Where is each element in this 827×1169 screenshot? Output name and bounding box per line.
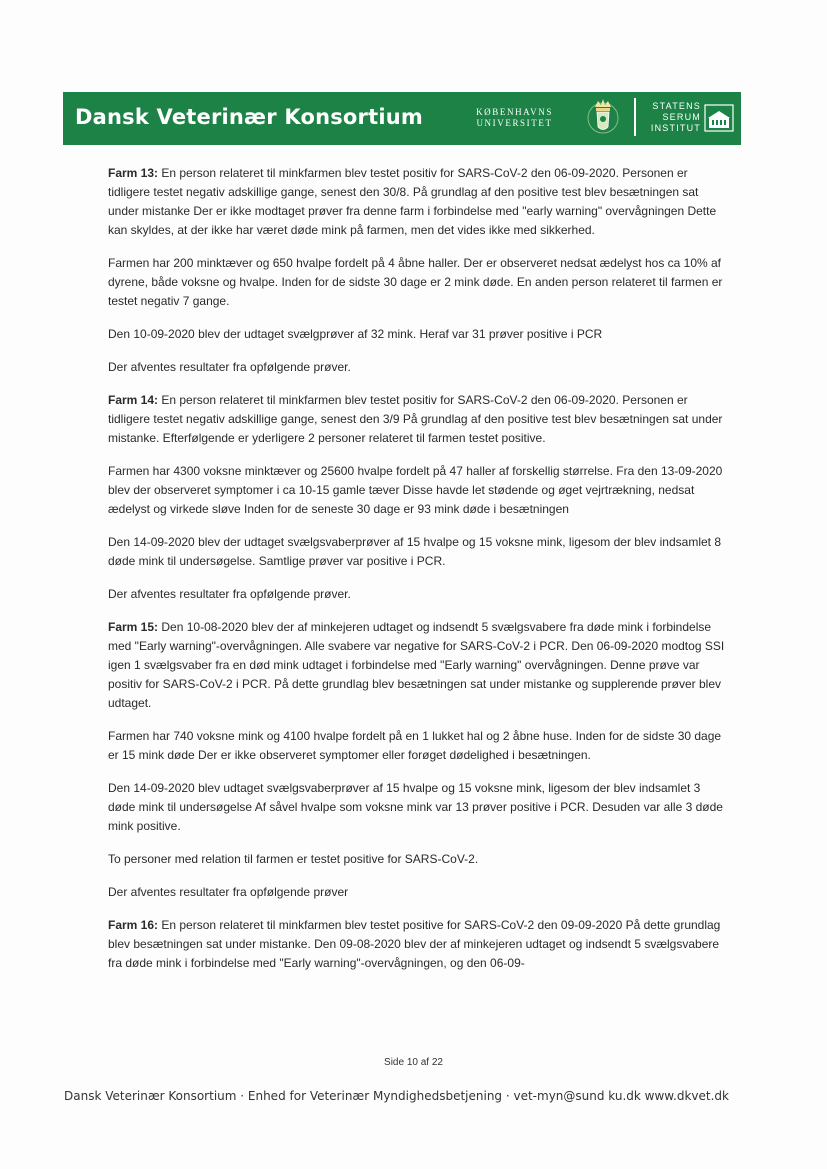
farm-label: Farm 15:: [108, 620, 159, 634]
paragraph-text: Den 10-08-2020 blev der af minkejeren udtaget og indsendt 5 svælgsvabere fra døde mink i forbindelse med "Early warning"-overvågningen. Alle svabere var negative for SARS-CoV-2 i PCR. Den 06-09-2020 modtog SSI igen 1 svælgsvaber fra en død mink udtaget i forbindelse med "Early warning" overvågningen. Denne prøve var positiv for SARS-CoV-2 i PCR. På dette grundlag blev besætningen sat under mistanke og supplerende prøver blev udtaget.: [108, 620, 725, 710]
paragraph: Farmen har 4300 voksne minktæver og 25600 hvalpe fordelt på 47 haller af forskellig størrelse. Fra den 13-09-2020 blev der observeret symptomer i ca 10-15 gamle tæver Disse havde let stødende og øget vejrtrækning, nedsat ædelyst og virkede sløve Inden for de seneste 30 dage er 93 mink døde i besætningen: [108, 464, 723, 516]
farm-label: Farm 13:: [108, 166, 159, 180]
paragraph: Den 10-09-2020 blev der udtaget svælgprøver af 32 mink. Heraf var 31 prøver positive i PCR: [108, 327, 603, 341]
paragraph: [108, 391, 728, 448]
paragraph: Farmen har 200 minktæver og 650 hvalpe fordelt på 4 åbne haller. Der er observeret nedsat ædelyst hos ca 10% af dyrene, både voksne og hvalpe. Inden for de sidste 30 dage er 2 mink døde. En anden person relateret til farmen er testet negativ 7 gange.: [108, 256, 723, 308]
ssi-line2: SERUM: [662, 112, 701, 122]
header-banner: [63, 92, 741, 145]
ssi-logo-text: [645, 101, 701, 134]
paragraph: Der afventes resultater fra opfølgende prøver: [108, 885, 349, 899]
document-body: [108, 164, 728, 987]
paragraph-text: En person relateret til minkfarmen blev testet positiv for SARS-CoV-2 den 06-09-2020. Personen er tidligere testet negativ adskillige gange, senest den 30/8. På grundlag af den positive test blev besætningen sat under mistanke Der er ikke modtaget prøver fra denne farm i forbindelse med "early warning" overvågningen Dette kan skyldes, at der ikke har været døde mink på farmen, men det vides ikke med sikkerhed.: [108, 166, 717, 237]
paragraph-text: En person relateret til minkfarmen blev testet positiv for SARS-CoV-2 den 06-09-2020. Personen er tidligere testet negativ adskillige gange, senest den 3/9 På grundlag af den positive test blev besætningen sat under mistanke. Efterfølgende er yderligere 2 personer relateret til farmen testet positive.: [108, 393, 723, 445]
paragraph: Den 14-09-2020 blev der udtaget svælgsvaberprøver af 15 hvalpe og 15 voksne mink, ligesom der blev indsamlet 8 døde mink til undersøgelse. Samtlige prøver var positive i PCR.: [108, 535, 722, 568]
paragraph: Den 14-09-2020 blev udtaget svælgsvaberprøver af 15 hvalpe og 15 voksne mink, ligesom der blev indsamlet 3 døde mink til undersøgelse Af såvel hvalpe som voksne mink var 13 prøver positive i PCR. Desuden var alle 3 døde mink positive.: [108, 781, 723, 833]
page-number: Side 10 af 22: [384, 1057, 443, 1068]
farm-label: Farm 14:: [108, 393, 159, 407]
logo-divider: [634, 98, 636, 136]
banner-title: Dansk Veterinær Konsortium: [75, 105, 423, 129]
ku-line1: KØBENHAVNS: [476, 107, 553, 117]
paragraph: [108, 916, 728, 973]
ssi-line3: INSTITUT: [650, 123, 701, 133]
ku-crest-icon: [586, 97, 620, 137]
paragraph: Der afventes resultater fra opfølgende prøver.: [108, 360, 351, 374]
ssi-line1: STATENS: [652, 101, 701, 111]
paragraph-text: En person relateret til minkfarmen blev testet positive for SARS-CoV-2 den 09-09-2020 På dette grundlag blev besætningen sat under mistanke. Den 09-08-2020 blev der af minkejeren udtaget og indsendt 5 svælgsvabere fra døde mink i forbindelse med "Early warning"-overvågningen, og den 06-09-: [108, 918, 721, 970]
paragraph: [108, 618, 728, 713]
paragraph: Der afventes resultater fra opfølgende prøver.: [108, 587, 351, 601]
ku-logo-text: [467, 107, 562, 129]
ssi-building-icon: [704, 104, 734, 132]
farm-label: Farm 16:: [108, 918, 159, 932]
paragraph: To personer med relation til farmen er testet positive for SARS-CoV-2.: [108, 852, 479, 866]
page-footer: Dansk Veterinær Konsortium · Enhed for Veterinær Myndighedsbetjening · vet-myn@sund ku.dk www.dkvet.dk: [64, 1089, 729, 1103]
ku-line2: UNIVERSITET: [476, 118, 553, 128]
paragraph: Farmen har 740 voksne mink og 4100 hvalpe fordelt på en 1 lukket hal og 2 åbne huse. Inden for de sidste 30 dage er 15 mink døde Der er ikke observeret symptomer eller forøget dødelighed i besætningen.: [108, 729, 722, 762]
paragraph: [108, 164, 728, 240]
